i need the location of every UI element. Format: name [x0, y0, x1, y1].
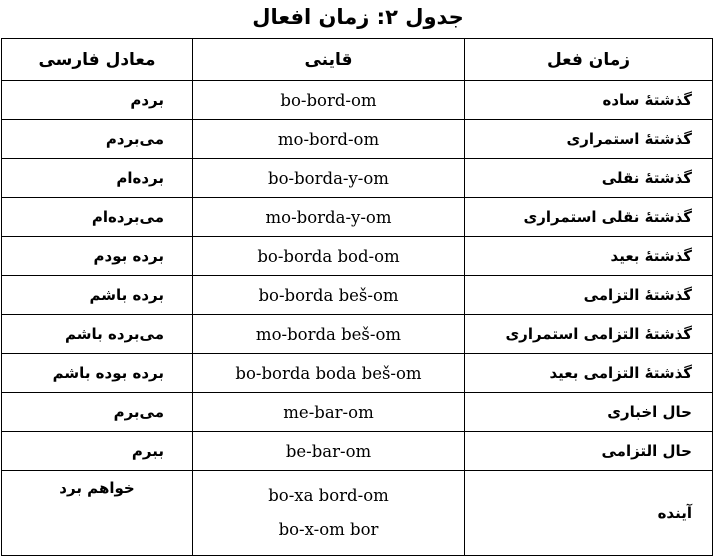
tense-cell: گذشتهٔ استمراری [465, 120, 713, 159]
qaini-cell: be-bar-om [193, 432, 465, 471]
qaini-form-line: bo-xa bord-om [268, 486, 389, 505]
qaini-cell: bo-borda-y-om [193, 159, 465, 198]
persian-cell: می‌بردم [2, 120, 193, 159]
persian-cell: می‌برده‌ام [2, 198, 193, 237]
tense-cell: گذشتهٔ التزامی [465, 276, 713, 315]
table-row [2, 159, 713, 198]
qaini-cell [193, 471, 465, 556]
tense-cell: آینده [465, 471, 713, 556]
persian-cell: برده‌ام [2, 159, 193, 198]
table-row [2, 471, 713, 556]
tense-cell: گذشتهٔ نقلی استمراری [465, 198, 713, 237]
header-row [2, 39, 713, 81]
tense-cell: حال التزامی [465, 432, 713, 471]
tense-cell: گذشتهٔ بعید [465, 237, 713, 276]
table-row [2, 198, 713, 237]
qaini-cell: bo-bord-om [193, 81, 465, 120]
persian-cell: برده بوده باشم [2, 354, 193, 393]
tense-cell: گذشتهٔ ساده [465, 81, 713, 120]
persian-cell: می‌برده باشم [2, 315, 193, 354]
qaini-cell: bo-borda boda beš-om [193, 354, 465, 393]
tense-cell: گذشتهٔ التزامی بعید [465, 354, 713, 393]
qaini-cell: mo-borda-y-om [193, 198, 465, 237]
table-row [2, 81, 713, 120]
table-row [2, 354, 713, 393]
persian-cell: می‌برم [2, 393, 193, 432]
persian-cell: ببرم [2, 432, 193, 471]
table-row [2, 393, 713, 432]
tense-cell: گذشتهٔ نقلی [465, 159, 713, 198]
persian-cell: بردم [2, 81, 193, 120]
qaini-form-line: bo-x-om bor [278, 520, 379, 539]
tense-cell: گذشتهٔ التزامی استمراری [465, 315, 713, 354]
header-tense: زمان فعل [465, 39, 713, 81]
qaini-cell: me-bar-om [193, 393, 465, 432]
persian-cell: خواهم برد [2, 471, 193, 556]
table-caption: جدول ۲: زمان افعال [252, 5, 464, 29]
qaini-cell: bo-borda bod-om [193, 237, 465, 276]
verb-tense-table [1, 38, 713, 556]
header-persian: معادل فارسی [2, 39, 193, 81]
table-row [2, 276, 713, 315]
table-row [2, 432, 713, 471]
qaini-cell: mo-borda beš-om [193, 315, 465, 354]
persian-cell: برده بودم [2, 237, 193, 276]
qaini-cell: bo-borda beš-om [193, 276, 465, 315]
header-qaini: قاینی [193, 39, 465, 81]
table-row [2, 237, 713, 276]
persian-cell: برده باشم [2, 276, 193, 315]
table-row [2, 315, 713, 354]
table-row [2, 120, 713, 159]
qaini-cell: mo-bord-om [193, 120, 465, 159]
tense-cell: حال اخباری [465, 393, 713, 432]
